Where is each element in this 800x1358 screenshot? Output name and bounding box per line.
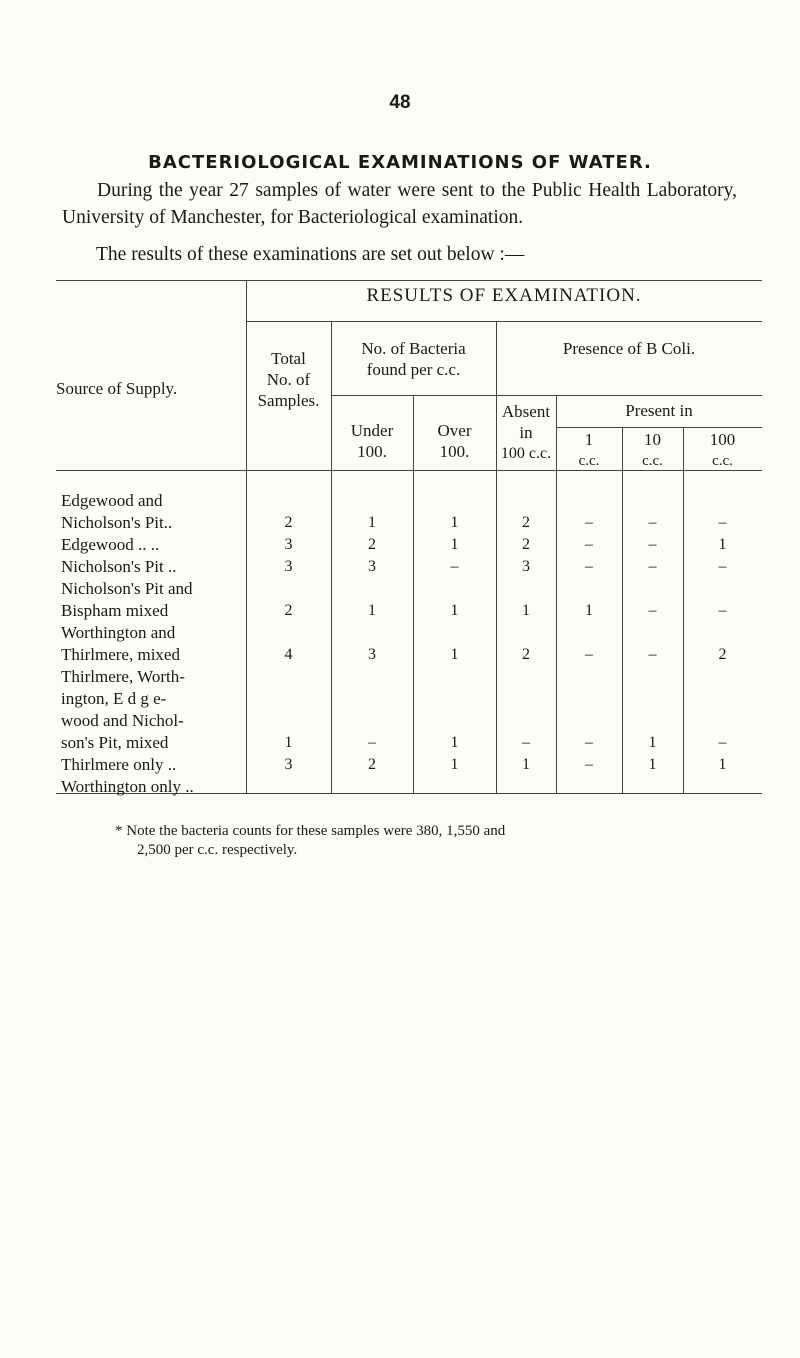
source-cell: Thirlmere only .. <box>61 755 177 774</box>
c1-cell: – <box>585 756 593 773</box>
absent-cell: 1 <box>522 602 530 619</box>
source-cell: Edgewood and <box>61 491 163 510</box>
total-cell: 3 <box>284 756 293 773</box>
footnote-line-2: 2,500 per c.c. respectively. <box>137 842 298 858</box>
c10-cell: – <box>648 646 657 663</box>
c10-cell: – <box>648 602 657 619</box>
c10-cell: 1 <box>648 756 657 773</box>
absent-header-line-1: Absent <box>501 402 551 421</box>
c10-header-line-1: 10 <box>644 430 661 449</box>
c100-cell: – <box>718 514 727 531</box>
c100-cell: 1 <box>718 536 727 553</box>
total-cell: 3 <box>284 536 293 553</box>
results-intro: The results of these examinations are set out below :— <box>96 244 525 265</box>
absent-cell: 1 <box>522 756 530 773</box>
page-heading: BACTERIOLOGICAL EXAMINATIONS OF WATER. <box>148 152 652 173</box>
under-cell: 3 <box>368 558 376 575</box>
c100-cell: – <box>718 734 727 751</box>
under-header-line-1: Under <box>350 421 394 440</box>
under-cell: 1 <box>368 602 376 619</box>
over-cell: 1 <box>450 514 459 531</box>
absent-header-line-3: 100 c.c. <box>500 445 552 462</box>
total-cell: 4 <box>284 646 293 663</box>
c1-cell: 1 <box>585 602 593 619</box>
total-header-line-1: Total <box>271 349 306 368</box>
footnote-line-1: * Note the bacteria counts for these samples were 380, 1,550 and <box>115 823 506 839</box>
over-cell: 1 <box>450 602 459 619</box>
c1-header-line-2: c.c. <box>578 453 600 469</box>
c100-cell: – <box>718 558 727 575</box>
source-cell: Thirlmere, Worth- <box>61 667 185 686</box>
over-cell: – <box>450 558 459 575</box>
c100-header-line-2: c.c. <box>712 453 733 469</box>
footnote <box>115 822 715 860</box>
source-cell: son's Pit, mixed <box>61 733 169 752</box>
source-header: Source of Supply. <box>56 379 178 398</box>
absent-header-line-2: in <box>519 423 533 442</box>
absent-cell: 2 <box>522 646 530 663</box>
total-header-line-2: No. of <box>266 370 311 389</box>
source-cell: Bispham mixed <box>61 601 169 620</box>
intro-paragraph: During the year 27 samples of water were sent to the Public Health Laboratory, University of Manchester, for Bacteriological examination. <box>62 180 737 228</box>
c100-cell: – <box>718 602 727 619</box>
c10-header-line-2: c.c. <box>642 453 663 469</box>
c10-cell: 1 <box>648 734 657 751</box>
source-cell: ington, E d g e- <box>61 689 167 708</box>
absent-cell: 3 <box>522 558 530 575</box>
c10-cell: – <box>648 536 657 553</box>
total-cell: 2 <box>284 602 293 619</box>
source-cell: Edgewood .. .. <box>61 535 160 554</box>
c10-cell: – <box>648 514 657 531</box>
over-header-line-1: Over <box>437 421 472 440</box>
c100-cell: 2 <box>718 646 727 663</box>
source-cell: Nicholson's Pit.. <box>61 513 173 532</box>
under-header-line-2: 100. <box>357 442 387 461</box>
c1-cell: – <box>585 646 593 663</box>
source-cell: Thirlmere, mixed <box>61 645 180 664</box>
c1-cell: – <box>585 734 593 751</box>
c1-cell: – <box>585 514 593 531</box>
over-cell: 1 <box>450 536 459 553</box>
bacteria-header-line-1: No. of Bacteria <box>361 339 466 358</box>
over-cell: 1 <box>450 756 459 773</box>
results-header: RESULTS OF EXAMINATION. <box>366 285 642 306</box>
results-table-lower <box>56 280 762 820</box>
page-number: 48 <box>389 92 411 113</box>
over-header-line-2: 100. <box>439 442 470 461</box>
c10-cell: – <box>648 558 657 575</box>
coli-header: Presence of B Coli. <box>562 339 696 358</box>
under-cell: – <box>368 734 376 751</box>
under-cell: 2 <box>368 536 376 553</box>
total-cell: 1 <box>284 734 293 751</box>
source-cell: Worthington only .. <box>61 777 194 796</box>
under-cell: 3 <box>368 646 376 663</box>
source-cell: Nicholson's Pit .. <box>61 557 177 576</box>
absent-cell: 2 <box>522 514 530 531</box>
c100-header-line-1: 100 <box>709 430 736 449</box>
c1-header-line-1: 1 <box>584 430 594 449</box>
present-header: Present in <box>625 401 693 420</box>
over-cell: 1 <box>450 734 459 751</box>
over-cell: 1 <box>450 646 459 663</box>
source-cell: Worthington and <box>61 623 176 642</box>
under-cell: 1 <box>368 514 376 531</box>
total-cell: 2 <box>284 514 293 531</box>
under-cell: 2 <box>368 756 376 773</box>
source-cell: Nicholson's Pit and <box>61 579 193 598</box>
c1-cell: – <box>585 558 593 575</box>
bacteria-header-line-2: found per c.c. <box>366 360 461 379</box>
total-header-line-3: Samples. <box>257 391 320 410</box>
absent-cell: 2 <box>522 536 530 553</box>
c1-cell: – <box>585 536 593 553</box>
source-cell: wood and Nichol- <box>61 711 184 730</box>
absent-cell: – <box>522 734 530 751</box>
c100-cell: 1 <box>718 756 727 773</box>
total-cell: 3 <box>284 558 293 575</box>
